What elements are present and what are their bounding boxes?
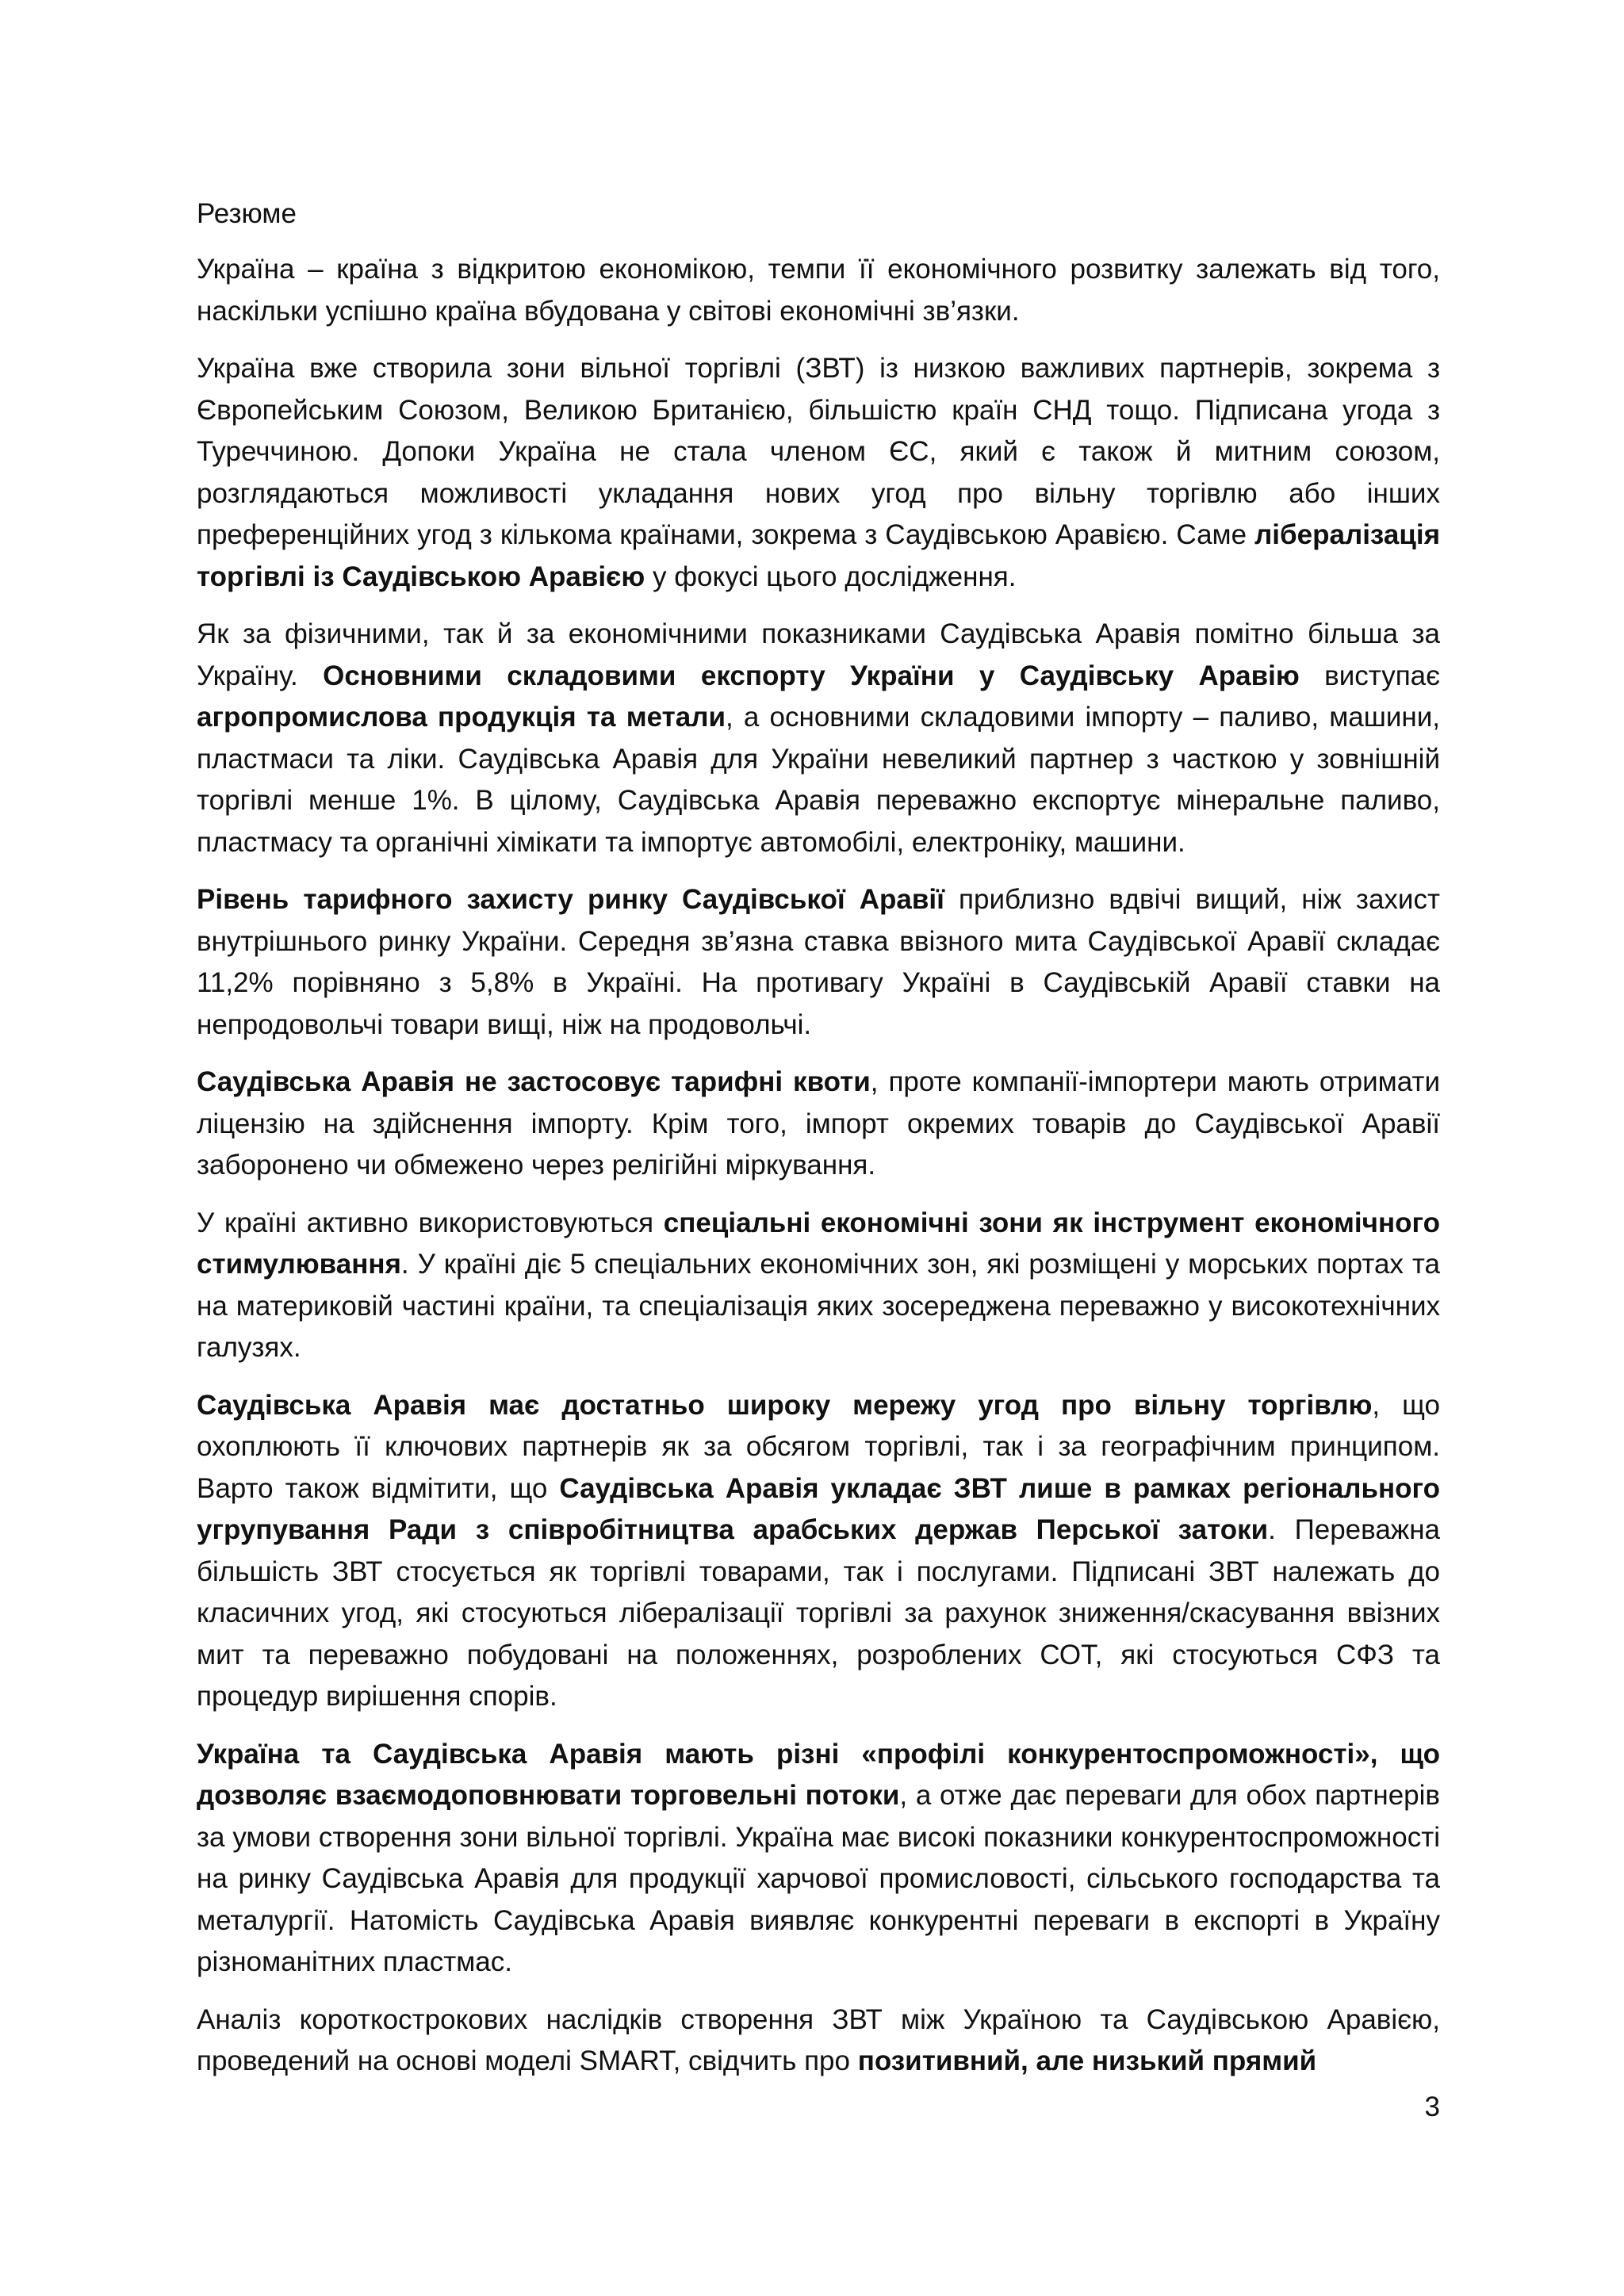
bold-text: лібералізація торгівлі із Саудівською Аравією	[197, 519, 1440, 592]
paragraph-text: . Переважна більшість ЗВТ стосується як торгівлі товарами, так і послугами. Підписані ЗВТ належать до класичних угод, які стосуються лібералізації торгівлі за рахунок зниження/скасування ввізних мит та переважно побудовані на положеннях, розроблених СОТ, які стосуються СФЗ та процедур вирішення спорів.	[197, 1514, 1440, 1712]
bold-text: позитивний, але низький прямий	[857, 2045, 1317, 2076]
document-body	[197, 249, 1440, 2083]
page-number: 3	[1424, 2091, 1440, 2122]
section-heading: Резюме	[197, 198, 297, 229]
paragraph-text: , а основними складовими імпорту – паливо, машини, пластмаси та ліки. Саудівська Аравія для України невеликий партнер з часткою у зовнішній торгівлі менше 1%. В цілому, Саудівська Аравія переважно експортує мінеральне паливо, пластмасу та органічні хімікати та імпортує автомобілі, електроніку, машини.	[197, 702, 1440, 858]
body-paragraph	[197, 1999, 1440, 2083]
paragraph-text: у фокусі цього дослідження.	[645, 561, 1017, 592]
bold-text: Саудівська Аравія має достатньо широку мережу угод про вільну торгівлю	[197, 1389, 1373, 1421]
paragraph-text: , а отже дає переваги для обох партнерів за умови створення зони вільної торгівлі. Україна має високі показники конкурентоспроможності на ринку Саудівська Аравія для продукції харчової промисловості, сільського господарства та металургії. Натомість Саудівська Аравія виявляє конкурентні переваги в експорті в Україну різноманітних пластмас.	[197, 1780, 1440, 1977]
paragraph-text: Україна – країна з відкритою економікою, темпи її економічного розвитку залежать від того, наскільки успішно країна вбудована у світові економічні зв’язки.	[197, 254, 1440, 327]
bold-text: Основними складовими експорту України у Саудівську Аравію	[323, 660, 1300, 691]
bold-text: спеціальні економічні зони як інструмент економічного стимулювання	[197, 1207, 1440, 1280]
body-paragraph	[197, 1734, 1440, 1984]
bold-text: Саудівська Аравія не застосовує тарифні квоти	[197, 1066, 871, 1097]
bold-text: Рівень тарифного захисту ринку Саудівської Аравії	[197, 884, 944, 915]
paragraph-text: . У країні діє 5 спеціальних економічних зон, які розміщені у морських портах та на материковій частині країни, та спеціалізація яких зосереджена переважно у високотехнічних галузях.	[197, 1249, 1440, 1363]
body-paragraph	[197, 1203, 1440, 1369]
body-paragraph	[197, 1062, 1440, 1187]
body-paragraph	[197, 879, 1440, 1046]
paragraph-text: , проте компанії-імпортери мають отримати ліцензію на здійснення імпорту. Крім того, імпорт окремих товарів до Саудівської Аравії заборонено чи обмежено через релігійні міркування.	[197, 1066, 1440, 1181]
body-paragraph	[197, 348, 1440, 598]
paragraph-text: Аналіз короткострокових наслідків створення ЗВТ між Україною та Саудівською Аравією, проведений на основі моделі SMART, свідчить про	[197, 2003, 1440, 2076]
bold-text: Саудівська Аравія укладає ЗВТ лише в рамках регіонального угрупування Ради з співробітництва арабських держав Перської затоки	[197, 1472, 1441, 1545]
paragraph-text: У країні активно використовуються	[197, 1207, 664, 1238]
paragraph-text: виступає	[1299, 660, 1440, 691]
body-paragraph	[197, 1385, 1440, 1718]
paragraph-text: Україна вже створила зони вільної торгівлі (ЗВТ) із низкою важливих партнерів, зокрема з Європейським Союзом, Великою Британією, більшістю країн СНД тощо. Підписана угода з Туреччиною. Допоки Україна не стала членом ЄС, який є також й митним союзом, розглядаються можливості укладання нових угод про вільну торгівлю або інших преференційних угод з кількома країнами, зокрема з Саудівською Аравією. Саме	[197, 353, 1440, 550]
body-paragraph	[197, 614, 1440, 863]
body-paragraph	[197, 249, 1440, 332]
bold-text: Україна та Саудівська Аравія мають різні «профілі конкурентоспроможності», що дозволяє взаємодоповнювати торговельні потоки	[197, 1738, 1440, 1811]
paragraph-text: , що охоплюють її ключових партнерів як за обсягом торгівлі, так і за географічним принципом. Варто також відмітити, що	[197, 1389, 1440, 1504]
bold-text: агропромислова продукція та метали	[197, 702, 726, 733]
paragraph-text: приблизно вдвічі вищий, ніж захист внутрішнього ринку України. Середня зв’язна ставка ввізного мита Саудівської Аравії складає 11,2% порівняно з 5,8% в Україні. На противагу Україні в Саудівській Аравії ставки на непродовольчі товари вищі, ніж на продовольчі.	[197, 884, 1440, 1040]
paragraph-text: Як за фізичними, так й за економічними показниками Саудівська Аравія помітно більша за Україну.	[197, 618, 1440, 691]
document-page	[197, 193, 1440, 2099]
